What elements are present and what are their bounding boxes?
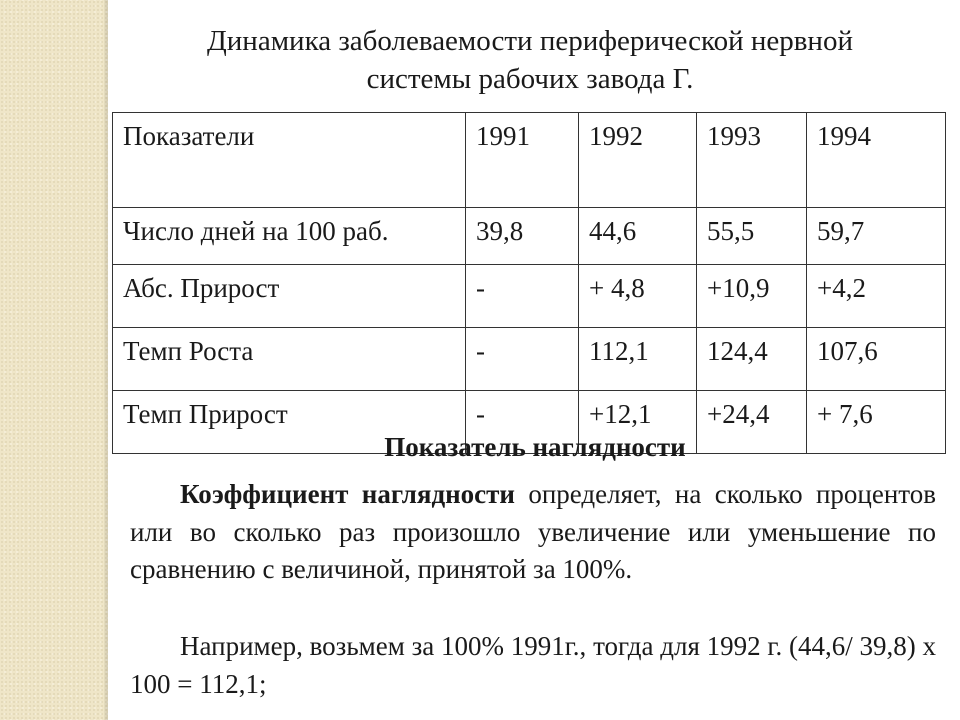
definition-text: определяет, на сколько процентов или во сколько раз произошло увеличение или уменьшение по сравнению с величиной, принятой за 100%. [130,479,936,584]
table-cell: + 7,6 [807,391,946,454]
row-label: Темп Роста [113,328,466,391]
section-heading: Показатель наглядности [384,432,686,462]
table-cell: +10,9 [697,265,807,328]
header-cell-1992: 1992 [579,113,697,208]
header-cell-1993: 1993 [697,113,807,208]
decorative-side-strip [0,0,108,720]
title-line-2: системы рабочих завода Г. [366,63,694,95]
table-cell: 55,5 [697,208,807,265]
table-cell: 107,6 [807,328,946,391]
table-cell: - [466,265,579,328]
table-row-abs-growth [113,265,946,328]
table-cell: +12,1 [579,391,697,454]
table-cell: 59,7 [807,208,946,265]
morbidity-table [112,112,946,454]
defined-term: Коэффициент наглядности [180,479,515,509]
slide-title [140,22,920,98]
table-cell: + 4,8 [579,265,697,328]
definition-paragraph [130,476,936,589]
table-cell: 39,8 [466,208,579,265]
header-cell-1991: 1991 [466,113,579,208]
table-cell: +24,4 [697,391,807,454]
row-label: Темп Прирост [113,391,466,454]
table-cell: 44,6 [579,208,697,265]
row-label: Число дней на 100 раб. [113,208,466,265]
title-line-1: Динамика заболеваемости периферической нервной [207,25,853,57]
table-row-days-per-100 [113,208,946,265]
table-cell: +4,2 [807,265,946,328]
header-cell-indicators: Показатели [113,113,466,208]
header-cell-1994: 1994 [807,113,946,208]
table-cell: 112,1 [579,328,697,391]
row-label: Абс. Прирост [113,265,466,328]
table-cell: - [466,391,579,454]
example-paragraph: Например, возьмем за 100% 1991г., тогда для 1992 г. (44,6/ 39,8) х 100 = 112,1; [130,631,936,699]
table-row-growth-rate [113,328,946,391]
table-cell: - [466,328,579,391]
table-cell: 124,4 [697,328,807,391]
table-header-row [113,113,946,208]
